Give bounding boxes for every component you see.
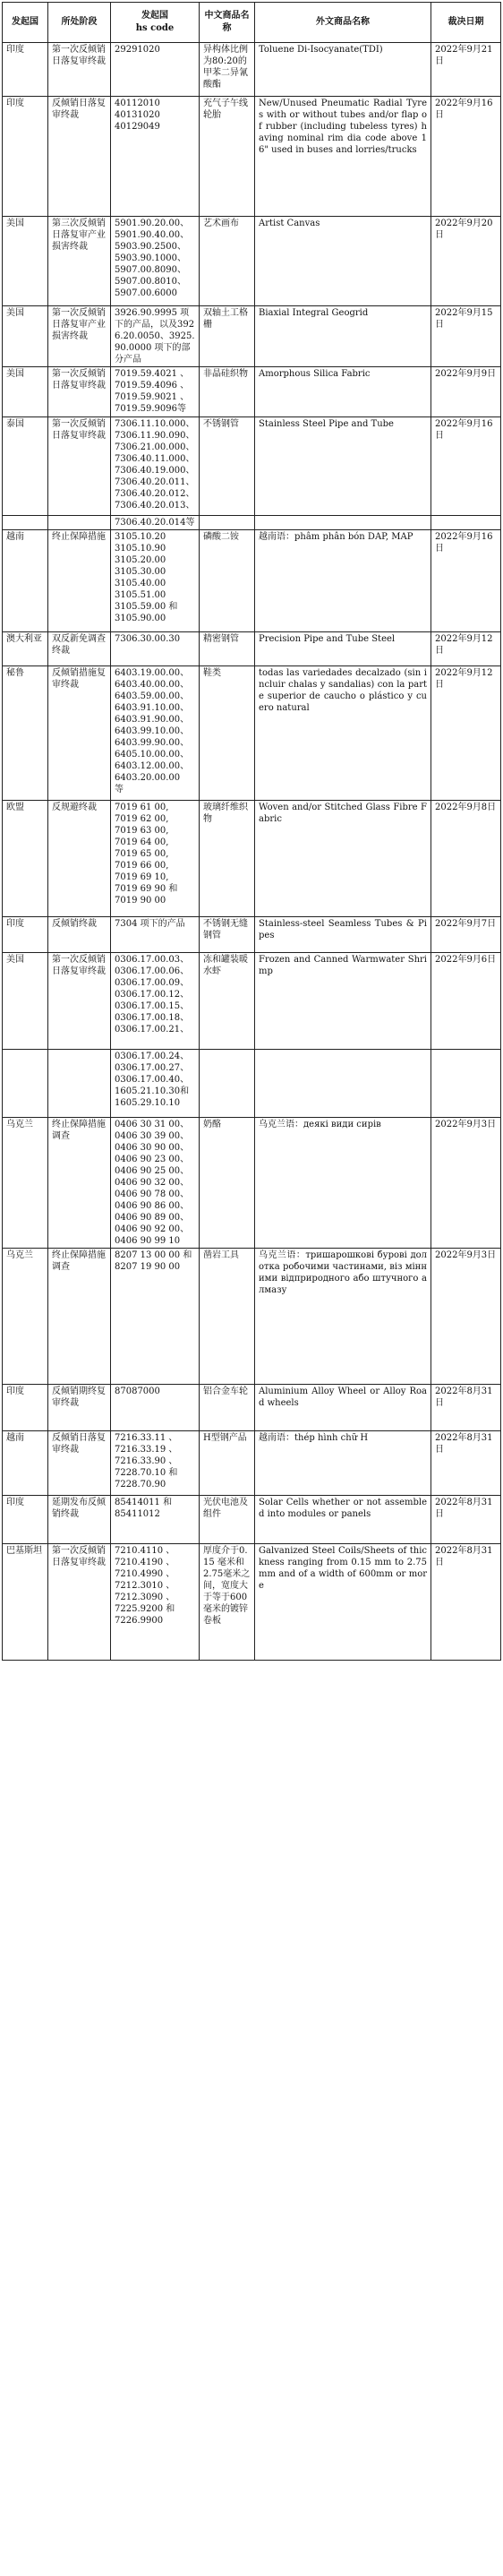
stage-cell: 第一次反倾销日落复审终裁 [48,417,111,516]
hs-code-cell [111,530,200,632]
ruling-date-cell [431,516,501,530]
hs-code-cell [111,632,200,666]
hs-code-line: 7216.33.90 、 [115,1456,178,1466]
hs-code-line: 0406 90 23 00、 [115,1155,190,1164]
ruling-date-cell: 2022年9月16日 [431,97,501,217]
hs-code-line: 40129049 [115,122,160,132]
table-row [3,632,501,666]
trade-remedy-table [2,2,501,1661]
hs-code-line: 7306.21.00.000、 [115,442,195,452]
hs-code-line: 6403.59.00.00、 [115,691,190,701]
hs-code-line: 7212.3010 、 [115,1581,175,1591]
ruling-date-cell: 2022年9月9日 [431,367,501,417]
ruling-date-cell [431,1050,501,1118]
foreign-name-cell [255,1050,431,1118]
hs-code-line: 0306.17.00.06、 [115,966,190,976]
table-row [3,953,501,1050]
hs-code-cell [111,306,200,367]
hs-code-line: 6403.91.90.00、 [115,715,190,725]
hs-code-line: 5901.90.20.00、 [115,219,190,228]
hs-code-line: 7216.33.19 、 [115,1445,178,1455]
hs-code-line: 0406 90 25 00、 [115,1166,190,1176]
hs-code-line: 等 [115,785,124,794]
hs-code-line: 40131020 [115,110,160,120]
foreign-name-cell: Woven and/or Stitched Glass Fibre Fabric [255,801,431,917]
hs-code-line: 6403.99.90.00、 [115,738,190,748]
table-row [3,530,501,632]
hs-code-line: 3105.30.00 [115,567,166,577]
country-cell: 泰国 [3,417,48,516]
stage-cell: 第一次反倾销日落复审终裁 [48,367,111,417]
hs-code-cell [111,43,200,97]
hs-code-line: 7019 63 00, [115,826,169,836]
cn-name-cell: 充气子午线轮胎 [200,97,255,217]
foreign-name-cell: Precision Pipe and Tube Steel [255,632,431,666]
hs-code-line: 40112010 [115,99,160,108]
hs-code-line: 5907.00.8090、 [115,265,186,275]
foreign-name-cell: Frozen and Canned Warmwater Shrimp [255,953,431,1050]
hs-code-line: 5907.00.6000 [115,288,177,298]
hs-code-line: 7210.4990 、 [115,1569,175,1579]
hs-code-line: 3105.20.00 [115,555,166,565]
hs-code-line: 0406 90 32 00、 [115,1178,190,1188]
hs-code-line: 7306.40.20.011、 [115,477,195,487]
hs-code-line: 85411012 [115,1509,160,1519]
hs-code-line: 7019 61 00, [115,803,169,812]
hs-code-line: 7212.3090 、 [115,1593,175,1602]
header-hs-code: 发起国 hs code [111,3,200,43]
table-row [3,1385,501,1431]
hs-code-line: 7228.70.90 [115,1480,166,1490]
stage-cell: 终止保障措施调查 [48,1249,111,1385]
hs-code-line: 6405.10.00.00、 [115,750,190,760]
stage-cell: 第一次反倾销日落复审终裁 [48,1544,111,1661]
hs-code-line: 7019.59.4096 、 [115,381,190,391]
hs-code-line: 3105.40.00 [115,579,166,588]
ruling-date-cell: 2022年8月31日 [431,1496,501,1544]
hs-code-line: 0306.17.00.15、 [115,1001,190,1011]
header-foreign-name: 外文商品名称 [255,3,431,43]
stage-cell: 反倾销日落复审终裁 [48,97,111,217]
hs-code-line: 7019 69 10, [115,872,169,882]
table-row [3,217,501,306]
stage-cell: 第一次反倾销日落复审产业损害终裁 [48,306,111,367]
cn-name-cell: 双轴土工格栅 [200,306,255,367]
hs-code-line: 0306.17.00.40、 [115,1075,190,1085]
country-cell: 澳大利亚 [3,632,48,666]
table-row [3,1431,501,1496]
hs-code-cell [111,1118,200,1249]
foreign-name-cell: 越南语：thép hình chữ H [255,1431,431,1496]
cn-name-cell: 铝合金车轮 [200,1385,255,1431]
cn-name-cell: 厚度介于0.15 毫米和2.75毫米之间，宽度大于等于600毫米的镀锌卷板 [200,1544,255,1661]
hs-code-line: 7019 90 00 [115,896,166,906]
stage-cell: 反倾销期终复审终裁 [48,1385,111,1431]
hs-code-line: 7019.59.4021 、 [115,369,190,379]
foreign-name-cell: todas las variedades decalzado (sin incluir chalas y sandalias) con la parte superior de caucho o plástico y cuero natural [255,666,431,801]
foreign-name-cell: Toluene Di-Isocyanate(TDI) [255,43,431,97]
foreign-name-cell: New/Unused Pneumatic Radial Tyres with or without tubes and/or flap of rubber (including tubeless tyres) having nominal rim dia code above 16" used in buses and lorries/trucks [255,97,431,217]
ruling-date-cell: 2022年9月12日 [431,666,501,801]
country-cell: 美国 [3,953,48,1050]
table-row [3,1118,501,1249]
table-row [3,43,501,97]
ruling-date-cell: 2022年9月8日 [431,801,501,917]
cn-name-cell: 精密钢管 [200,632,255,666]
hs-code-line: 7019 65 00, [115,849,169,859]
hs-code-line: 6403.40.00.00、 [115,680,190,690]
hs-code-cell [111,1050,200,1118]
hs-code-line: 3105.59.00 和 [115,602,178,612]
country-cell: 巴基斯坦 [3,1544,48,1661]
header-country: 发起国 [3,3,48,43]
ruling-date-cell: 2022年9月3日 [431,1118,501,1249]
hs-code-line: 7306.11.10.000、 [115,419,195,429]
hs-code-line: 6403.12.00.00、 [115,761,190,771]
hs-code-cell [111,217,200,306]
hs-code-line: 29291020 [115,45,160,55]
hs-code-cell [111,801,200,917]
hs-code-line: 7306.40.20.012、 [115,489,195,499]
foreign-name-cell: Artist Canvas [255,217,431,306]
hs-code-line: 6403.91.10.00、 [115,703,190,713]
hs-code-line: 7306.40.20.014等 [115,518,195,528]
ruling-date-cell: 2022年9月3日 [431,1249,501,1385]
country-cell: 越南 [3,1431,48,1496]
hs-code-line: 85414011 和 [115,1498,173,1507]
country-cell: 印度 [3,97,48,217]
hs-code-cell [111,1496,200,1544]
ruling-date-cell: 2022年8月31日 [431,1385,501,1431]
hs-code-line: 7019 69 90 和 [115,884,178,894]
stage-cell: 第一次反倾销日落复审终裁 [48,43,111,97]
hs-code-line: 8207 13 00 00 和 [115,1250,192,1260]
hs-code-cell [111,1385,200,1431]
hs-code-line: 7019 62 00, [115,814,169,824]
country-cell: 美国 [3,217,48,306]
hs-code-line: 3105.10.20 [115,532,166,542]
table-row [3,516,501,530]
hs-code-line: 7019.59.9096等 [115,404,186,414]
stage-cell: 延期发布反倾销终裁 [48,1496,111,1544]
cn-name-cell [200,1050,255,1118]
foreign-name-cell: 越南语：phâm phân bón DAP, MAP [255,530,431,632]
cn-name-cell: 光伏电池及组件 [200,1496,255,1544]
hs-code-line: 0406 90 89 00、 [115,1213,190,1223]
foreign-name-cell [255,516,431,530]
hs-code-line: 0306.17.00.12、 [115,990,190,1000]
country-cell: 越南 [3,530,48,632]
hs-code-line: 7306.40.20.013、 [115,501,195,511]
cn-name-cell: 玻璃纤维织物 [200,801,255,917]
hs-code-cell [111,1544,200,1661]
ruling-date-cell: 2022年8月31日 [431,1544,501,1661]
table-row [3,1544,501,1661]
hs-code-cell [111,516,200,530]
hs-code-line: 6403.99.10.00、 [115,726,190,736]
hs-code-line: 0406 30 31 00、 [115,1120,190,1129]
hs-code-line: 7216.33.11 、 [115,1433,178,1443]
hs-code-line: 0306.17.00.27、 [115,1063,190,1073]
hs-code-line: 6403.19.00.00、 [115,668,190,678]
stage-cell: 第一次反倾销日落复审终裁 [48,953,111,1050]
hs-code-line: 0406 90 92 00、 [115,1224,190,1234]
hs-code-line: 3105.90.00 [115,614,166,623]
cn-name-cell: 不锈钢无缝钢管 [200,917,255,953]
hs-code-line: 7019 66 00, [115,861,169,871]
country-cell: 印度 [3,917,48,953]
hs-code-cell [111,97,200,217]
hs-code-line: 7306.40.11.000、 [115,454,195,464]
hs-code-line: 1605.21.10.30和 [115,1086,190,1096]
header-stage: 所处阶段 [48,3,111,43]
table-row [3,97,501,217]
foreign-name-cell: Biaxial Integral Geogrid [255,306,431,367]
foreign-name-cell: Stainless Steel Pipe and Tube [255,417,431,516]
ruling-date-cell: 2022年9月15日 [431,306,501,367]
table-row [3,417,501,516]
hs-code-line: 3105.10.90 [115,544,166,554]
ruling-date-cell: 2022年9月7日 [431,917,501,953]
stage-cell: 终止保障措施调查 [48,1118,111,1249]
cn-name-cell: 奶酪 [200,1118,255,1249]
hs-code-line: 1605.29.10.10 [115,1098,181,1108]
ruling-date-cell: 2022年8月31日 [431,1431,501,1496]
stage-cell [48,516,111,530]
header-row [3,3,501,43]
hs-code-line: 0306.17.00.09、 [115,978,190,988]
hs-code-line: 8207 19 90 00 [115,1262,181,1272]
hs-code-line: 0306.17.00.24、 [115,1052,190,1061]
header-ruling-date: 裁决日期 [431,3,501,43]
hs-code-cell [111,953,200,1050]
cn-name-cell: 磷酸二铵 [200,530,255,632]
foreign-name-cell: Amorphous Silica Fabric [255,367,431,417]
stage-cell: 反倾销日落复审终裁 [48,1431,111,1496]
hs-code-line: 3926.90.9995 项下的产品，以及3926.20.0050、3925.90.0000 项下的部分产品 [115,308,195,365]
country-cell: 乌克兰 [3,1118,48,1249]
foreign-name-cell: Aluminium Alloy Wheel or Alloy Road wheels [255,1385,431,1431]
hs-code-line: 0306.17.00.21、 [115,1025,190,1035]
table-row [3,306,501,367]
table-row [3,1050,501,1118]
hs-code-line: 0406 30 90 00、 [115,1143,190,1153]
hs-code-line: 7019.59.9021 、 [115,392,190,402]
table-row [3,666,501,801]
cn-name-cell: 艺术画布 [200,217,255,306]
foreign-name-cell: 乌克兰语：деякі види сирів [255,1118,431,1249]
stage-cell: 反规避终裁 [48,801,111,917]
foreign-name-cell: Solar Cells whether or not assembled into modules or panels [255,1496,431,1544]
hs-code-cell [111,367,200,417]
country-cell: 欧盟 [3,801,48,917]
country-cell: 秘鲁 [3,666,48,801]
hs-code-line: 7226.9900 [115,1616,164,1626]
country-cell: 美国 [3,306,48,367]
hs-code-line: 0406 90 78 00、 [115,1189,190,1199]
hs-code-line: 87087000 [115,1387,160,1396]
hs-code-line: 7210.4110 、 [115,1546,175,1556]
hs-code-line: 0406 90 86 00、 [115,1201,190,1211]
cn-name-cell: 非晶硅织物 [200,367,255,417]
hs-code-line: 5903.90.2500、 [115,242,186,252]
hs-code-line: 7304 项下的产品 [115,919,185,929]
hs-code-cell [111,417,200,516]
foreign-name-cell: 乌克兰语：тришарошкові бурові долотка робочими частинами, віз мінними відприродного або штучного алмазу [255,1249,431,1385]
header-cn-name: 中文商品名称 [200,3,255,43]
table-row [3,1496,501,1544]
country-cell [3,516,48,530]
ruling-date-cell: 2022年9月20日 [431,217,501,306]
hs-code-line: 6403.20.00.00 [115,773,181,783]
hs-code-cell [111,1249,200,1385]
hs-code-line: 5903.90.1000、 [115,253,186,263]
hs-code-line: 5907.00.8010、 [115,277,186,287]
cn-name-cell: 凿岩工具 [200,1249,255,1385]
hs-code-line: 0306.17.00.03、 [115,955,190,965]
table-row [3,367,501,417]
country-cell [3,1050,48,1118]
foreign-name-cell: Stainless-steel Seamless Tubes & Pipes [255,917,431,953]
hs-code-line: 0406 90 99 10 [115,1236,181,1246]
hs-code-line: 7228.70.10 和 [115,1468,178,1478]
cn-name-cell [200,516,255,530]
hs-code-line: 7019 64 00, [115,837,169,847]
ruling-date-cell: 2022年9月21日 [431,43,501,97]
stage-cell: 反倾销终裁 [48,917,111,953]
stage-cell: 终止保障措施 [48,530,111,632]
stage-cell: 反倾销措施复审终裁 [48,666,111,801]
hs-code-line: 7306.30.00.30 [115,634,181,644]
hs-code-line: 0406 30 39 00、 [115,1131,190,1141]
country-cell: 印度 [3,1496,48,1544]
hs-code-line: 7306.11.90.090、 [115,431,195,441]
cn-name-cell: H型钢产品 [200,1431,255,1496]
foreign-name-cell: Galvanized Steel Coils/Sheets of thickness ranging from 0.15 mm to 2.75 mm and of a width of 600mm or more [255,1544,431,1661]
hs-code-line: 5901.90.40.00、 [115,230,190,240]
table-row [3,801,501,917]
table-row [3,1249,501,1385]
country-cell: 印度 [3,1385,48,1431]
ruling-date-cell: 2022年9月16日 [431,530,501,632]
hs-code-cell [111,1431,200,1496]
cn-name-cell: 冻和罐装暖水虾 [200,953,255,1050]
ruling-date-cell: 2022年9月6日 [431,953,501,1050]
hs-code-cell [111,917,200,953]
stage-cell: 双反新免调查终裁 [48,632,111,666]
country-cell: 印度 [3,43,48,97]
hs-code-cell [111,666,200,801]
hs-code-line: 3105.51.00 [115,590,166,600]
cn-name-cell: 不锈钢管 [200,417,255,516]
hs-code-line: 7306.40.19.000、 [115,466,195,476]
hs-code-line: 0306.17.00.18、 [115,1013,190,1023]
hs-code-line: 7210.4190 、 [115,1558,175,1567]
stage-cell: 第三次反倾销日落复审产业损害终裁 [48,217,111,306]
country-cell: 美国 [3,367,48,417]
ruling-date-cell: 2022年9月16日 [431,417,501,516]
stage-cell [48,1050,111,1118]
hs-code-line: 7225.9200 和 [115,1604,175,1614]
country-cell: 乌克兰 [3,1249,48,1385]
cn-name-cell: 鞋类 [200,666,255,801]
cn-name-cell: 异构体比例为80:20的甲苯二异氰酸酯 [200,43,255,97]
table-row [3,917,501,953]
ruling-date-cell: 2022年9月12日 [431,632,501,666]
